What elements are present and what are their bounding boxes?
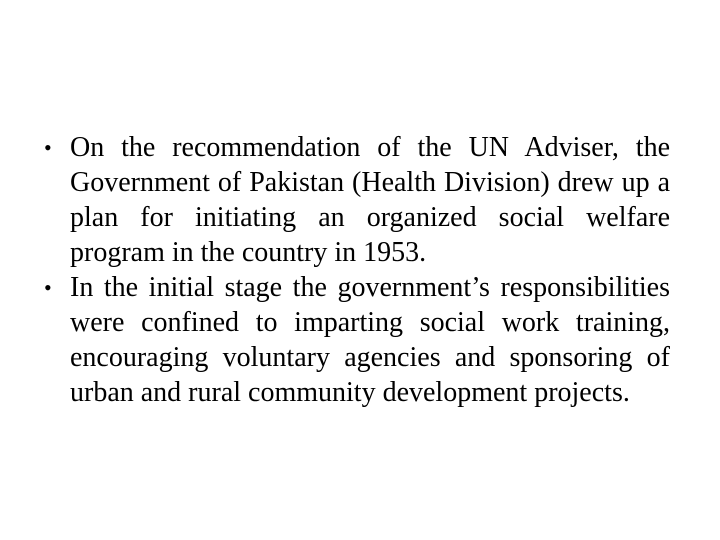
bullet-item-un-recommendation <box>44 130 670 270</box>
bullet-point-icon: • <box>44 275 52 300</box>
bullet-list <box>44 130 670 410</box>
bullet-text: On the recommendation of the UN Adviser, the Government of Pakistan (Health Division) drew up a plan for initiating an organized social welfare program in the country in 1953. <box>70 132 670 268</box>
bullet-point-icon: • <box>44 135 52 160</box>
bullet-text: In the initial stage the government’s responsibilities were confined to imparting social work training, encouraging voluntary agencies and sponsoring of urban and rural community development projects. <box>70 272 670 408</box>
bullet-item-initial-stage <box>44 270 670 410</box>
